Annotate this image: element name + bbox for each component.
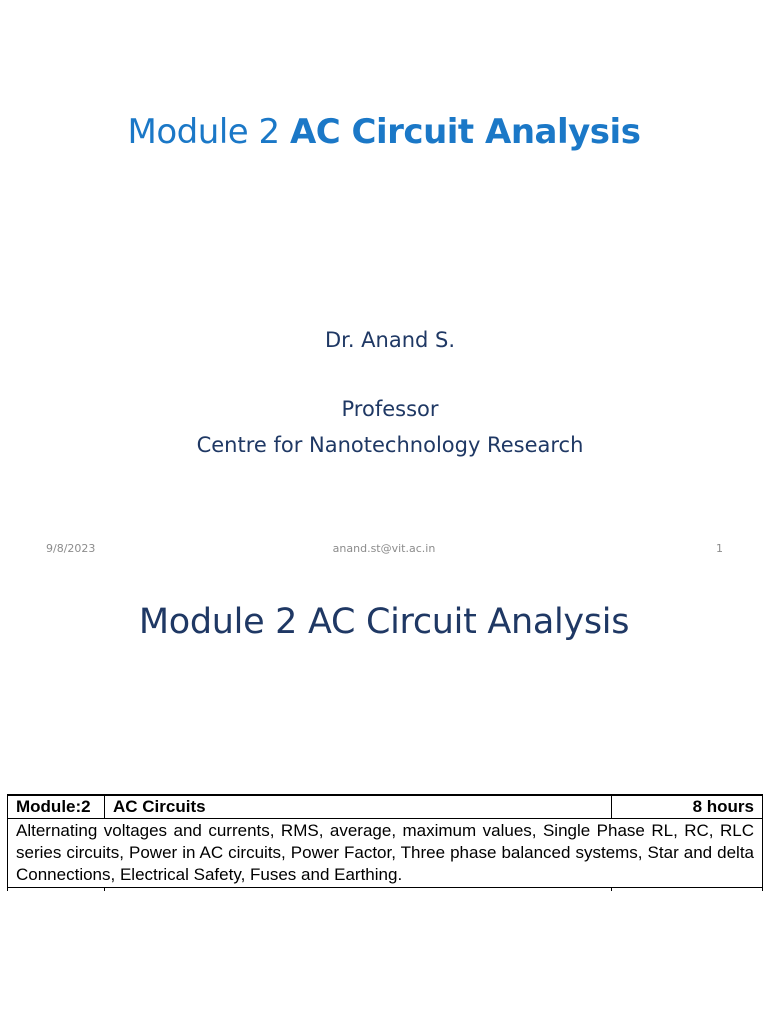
- syllabus-table-wrapper: [7, 794, 763, 891]
- slide-title: [0, 112, 768, 152]
- next-row-cell-3: [612, 888, 763, 892]
- footer-email: anand.st@vit.ac.in: [332, 542, 436, 555]
- slide-2: [0, 570, 768, 1024]
- module-topic: AC Circuits: [105, 796, 612, 819]
- syllabus-header-row: [8, 796, 763, 819]
- next-row-cell-1: [8, 888, 105, 892]
- module-duration: 8 hours: [612, 796, 763, 819]
- module-number: Module:2: [8, 796, 105, 819]
- author-institution: Centre for Nanotechnology Research: [196, 433, 584, 457]
- author-role: Professor: [341, 397, 439, 421]
- module-description: Alternating voltages and currents, RMS, average, maximum values, Single Phase RL, RC, RLC series circuits, Power in AC circuits, Power Factor, Three phase balanced systems, Star and delta Connections, Electrical Safety, Fuses and Earthing.: [8, 819, 763, 888]
- footer-page-number: 1: [716, 542, 723, 555]
- syllabus-table: [7, 795, 763, 891]
- title-regular: Module 2: [127, 112, 280, 152]
- syllabus-description-row: [8, 819, 763, 888]
- footer-date: 9/8/2023: [46, 542, 96, 555]
- slide-title-2: Module 2 AC Circuit Analysis: [138, 602, 630, 642]
- syllabus-next-row: [8, 888, 763, 892]
- title-bold: AC Circuit Analysis: [289, 112, 641, 152]
- next-row-cell-2: [105, 888, 612, 892]
- author-name: Dr. Anand S.: [324, 328, 456, 352]
